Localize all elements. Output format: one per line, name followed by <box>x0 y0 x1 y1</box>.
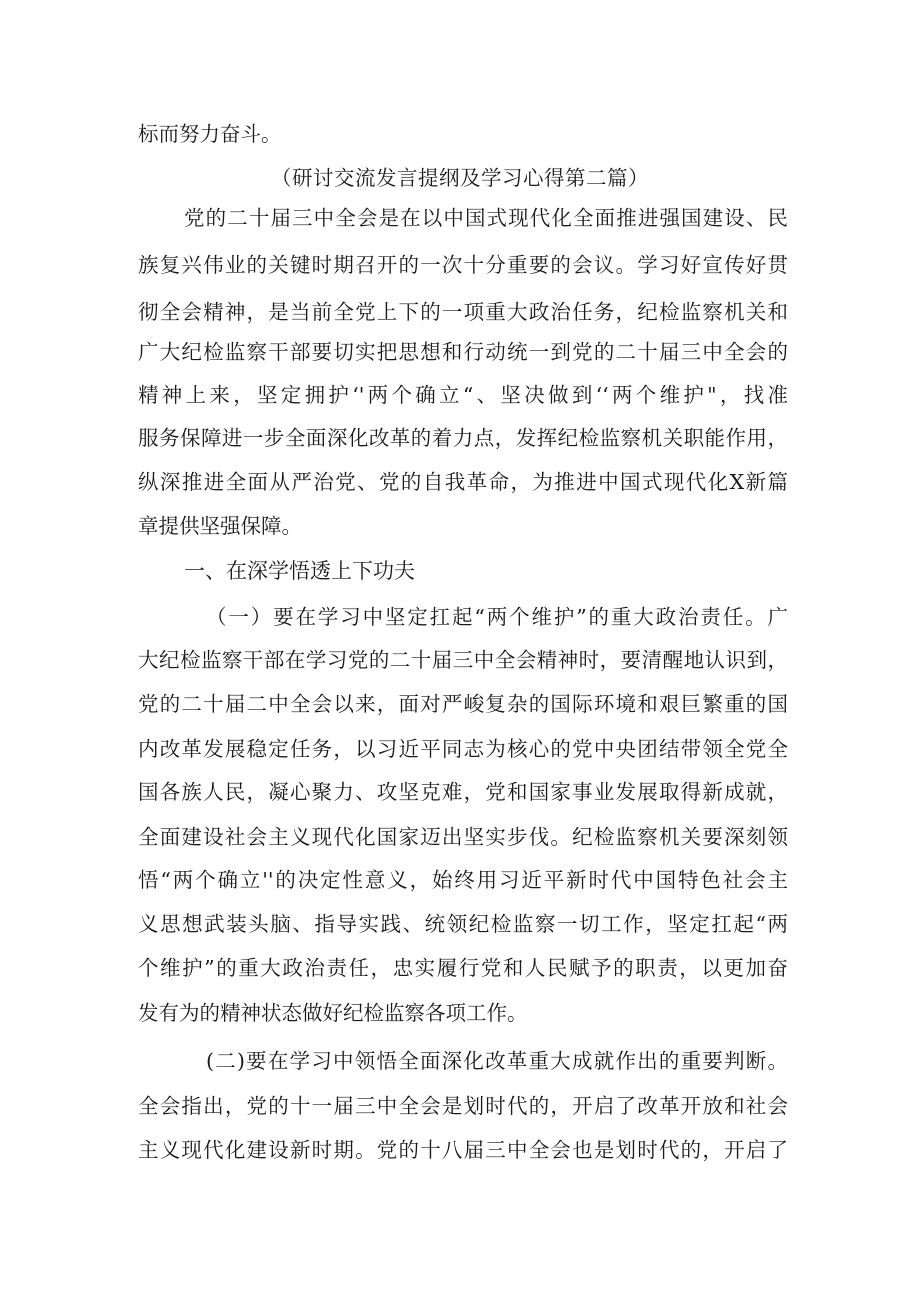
text-line: 发有为的精神状态做好纪检监察各项工作。 <box>138 1001 528 1025</box>
text-line: 标而努力奋斗。 <box>138 122 282 146</box>
section-heading: 一、在深学悟透上下功夫 <box>184 559 415 583</box>
text-line: 党的二十届三中全会是在以中国式现代化全面推进强国建设、民 <box>184 206 788 230</box>
text-line: 全面建设社会主义现代化国家迈出坚实步伐。纪检监察机关要深刻领 <box>138 825 788 849</box>
text-line: 广大纪检监察干部要切实把思想和行动统一到党的二十届三中全会的 <box>138 340 788 364</box>
text-line: 主义现代化建设新时期。党的十八届三中全会也是划时代的，开启了 <box>138 1138 788 1162</box>
text-line: 族复兴伟业的关键时期召开的一次十分重要的会议。学习好宣传好贯 <box>138 253 788 277</box>
text-line: 彻全会精神，是当前全党上下的一项重大政治任务，纪检监察机关和 <box>138 300 788 324</box>
text-line: 个维护”的重大政治责任，忠实履行党和人民赋予的职责，以更加奋 <box>138 956 788 980</box>
text-line: 大纪检监察干部在学习党的二十届三中全会精神时，要清醒地认识到， <box>138 648 788 672</box>
text-line: 悟“两个确立''的决定性意义，始终用习近平新时代中国特色社会主 <box>138 868 788 892</box>
text-line: 精神上来，坚定拥护‘'两个确立“、坚决做到‘‘两个维护"，找准 <box>138 383 788 407</box>
text-line: 全会指出，党的十一届三中全会是划时代的，开启了改革开放和社会 <box>138 1094 788 1118</box>
text-line: (二)要在学习中领悟全面深化改革重大成就作出的重要判断。 <box>206 1049 788 1073</box>
text-line: 内改革发展稳定任务，以习近平同志为核心的党中央团结带领全党全 <box>138 737 788 761</box>
text-line: 章提供坚强保障。 <box>138 514 302 538</box>
document-subtitle: （研讨交流发言提纲及学习心得第二篇） <box>271 166 649 190</box>
text-line: （一）要在学习中坚定扛起“两个维护”的重大政治责任。广 <box>206 605 788 629</box>
text-line: 党的二十届二中全会以来，面对严峻复杂的国际环境和艰巨繁重的国 <box>138 692 788 716</box>
text-line: 纵深推进全面从严治党、党的自我革命，为推进中国式现代化X新篇 <box>138 470 788 494</box>
text-line: 服务保障进一步全面深化改革的着力点，发挥纪检监察机关职能作用， <box>138 426 788 450</box>
text-line: 国各族人民，凝心聚力、攻坚克难，党和国家事业发展取得新成就， <box>138 780 788 804</box>
text-line: 义思想武装头脑、指导实践、统领纪检监察一切工作，坚定扛起“两 <box>138 912 788 936</box>
